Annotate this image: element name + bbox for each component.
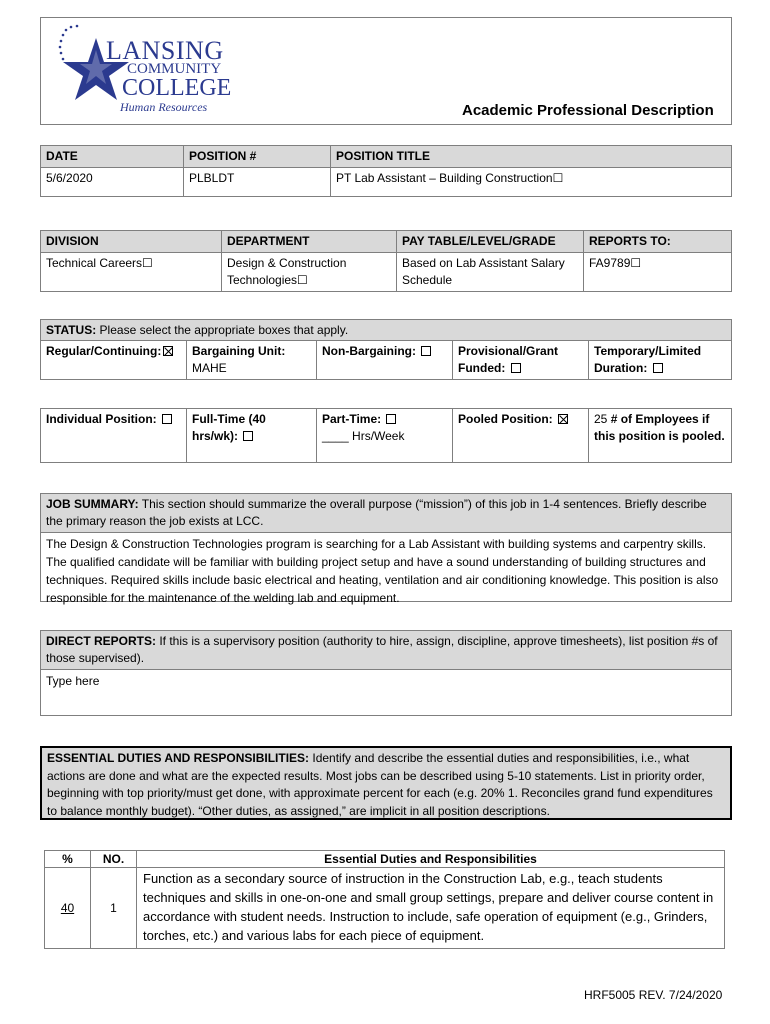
non-bargaining-cell: Non-Bargaining: [317, 341, 453, 380]
department-value: Design & Construction Technologies☐ [222, 253, 397, 292]
individual-position-cell: Individual Position: [41, 409, 187, 463]
duty-no: 1 [91, 868, 137, 949]
direct-reports-section [40, 630, 732, 716]
position-num-label: POSITION # [184, 146, 331, 168]
date-label: DATE [41, 146, 184, 168]
position-title-label: POSITION TITLE [331, 146, 732, 168]
regular-continuing-cell: Regular/Continuing: [41, 341, 187, 380]
temporary-checkbox[interactable] [653, 363, 663, 373]
pay-label: PAY TABLE/LEVEL/GRADE [397, 231, 584, 253]
parttime-cell: Part-Time: ____ Hrs/Week [317, 409, 453, 463]
direct-reports-input[interactable]: Type here [46, 674, 100, 688]
parttime-hours: ____ Hrs/Week [322, 429, 405, 443]
col-desc-header: Essential Duties and Responsibilities [137, 851, 725, 868]
status-row-1 [40, 340, 732, 380]
position-title-value: PT Lab Assistant – Building Construction☐ [331, 168, 732, 197]
date-value: 5/6/2020 [41, 168, 184, 197]
fulltime-cell: Full-Time (40 hrs/wk): [187, 409, 317, 463]
pay-value: Based on Lab Assistant Salary Schedule [397, 253, 584, 292]
col-no-header: NO. [91, 851, 137, 868]
duty-pct[interactable]: 40 [45, 868, 91, 949]
job-summary-heading: JOB SUMMARY: This section should summarize the overall purpose (“mission”) of this job in 1-4 sentences. Briefly describe the primary reason the job exists at LCC. [41, 494, 731, 533]
bargaining-unit-cell: Bargaining Unit: MAHE [187, 341, 317, 380]
pooled-position-cell: Pooled Position: [453, 409, 589, 463]
logo-text-lansing: LANSING [106, 36, 224, 65]
provisional-cell: Provisional/Grant Funded: [453, 341, 589, 380]
division-value: Technical Careers☐ [41, 253, 222, 292]
division-label: DIVISION [41, 231, 222, 253]
individual-position-checkbox[interactable] [162, 414, 172, 424]
col-pct-header: % [45, 851, 91, 868]
provisional-checkbox[interactable] [511, 363, 521, 373]
college-logo [54, 20, 248, 118]
duty-desc[interactable]: Function as a secondary source of instruction in the Construction Lab, e.g., teach students techniques and skills in one-on-one and small group settings, prepare and deliver course content in accordance with student needs. Instruction to include, safe operation of equipment (e.g., Grinders, torches, etc.) and various labs for each piece of equipment. [137, 868, 725, 949]
status-row-2 [40, 408, 732, 463]
form-id-footer: HRF5005 REV. 7/24/2020 [584, 988, 723, 1002]
pooled-position-checkbox[interactable] [558, 414, 568, 424]
page-title: Academic Professional Description [462, 102, 714, 119]
direct-reports-heading: DIRECT REPORTS: If this is a supervisory position (authority to hire, assign, discipline, approve timesheets), list position #s of those supervised). [41, 631, 731, 670]
reports-to-label: REPORTS TO: [584, 231, 732, 253]
job-summary-section [40, 493, 732, 605]
logo-text-community: COMMUNITY [127, 61, 222, 77]
fulltime-checkbox[interactable] [243, 431, 253, 441]
department-label: DEPARTMENT [222, 231, 397, 253]
status-heading: STATUS: Please select the appropriate boxes that apply. [40, 319, 732, 341]
parttime-checkbox[interactable] [386, 414, 396, 424]
job-summary-body: The Design & Construction Technologies program is searching for a Lab Assistant with building systems and carpentry skills. The qualified candidate will be familiar with building project setup and have a sound understanding of building structures and techniques. Required skills include basic electrical and heating, ventilation and air conditioning knowledge. This position is also responsible for the maintenance of the welding lab and equipment. [46, 537, 719, 605]
org-info-table [40, 230, 732, 292]
employees-count-cell: 25 # of Employees if this position is pooled. [589, 409, 732, 463]
regular-continuing-checkbox[interactable] [163, 346, 173, 356]
reports-to-value: FA9789☐ [584, 253, 732, 292]
duties-table [44, 850, 725, 949]
position-num-value: PLBLDT [184, 168, 331, 197]
logo-text-college: COLLEGE [122, 75, 232, 101]
temporary-cell: Temporary/Limited Duration: [589, 341, 732, 380]
position-info-table [40, 145, 732, 197]
employees-count: 25 [594, 412, 608, 426]
non-bargaining-checkbox[interactable] [421, 346, 431, 356]
logo-text-hr: Human Resources [120, 100, 208, 114]
essential-duties-heading: ESSENTIAL DUTIES AND RESPONSIBILITIES: Identify and describe the essential duties and responsibilities, i.e., what actions are done and what are the expected results. Most jobs can be described using 5-10 statements. List in priority order, beginning with top priority/must get done, with approximate percent for each (e.g. 20% 1. Reconciles grand fund expenditures to balance monthly budget). “Other duties, as assigned,” are implicit in all position descriptions. [40, 746, 732, 820]
table-row [45, 868, 725, 949]
